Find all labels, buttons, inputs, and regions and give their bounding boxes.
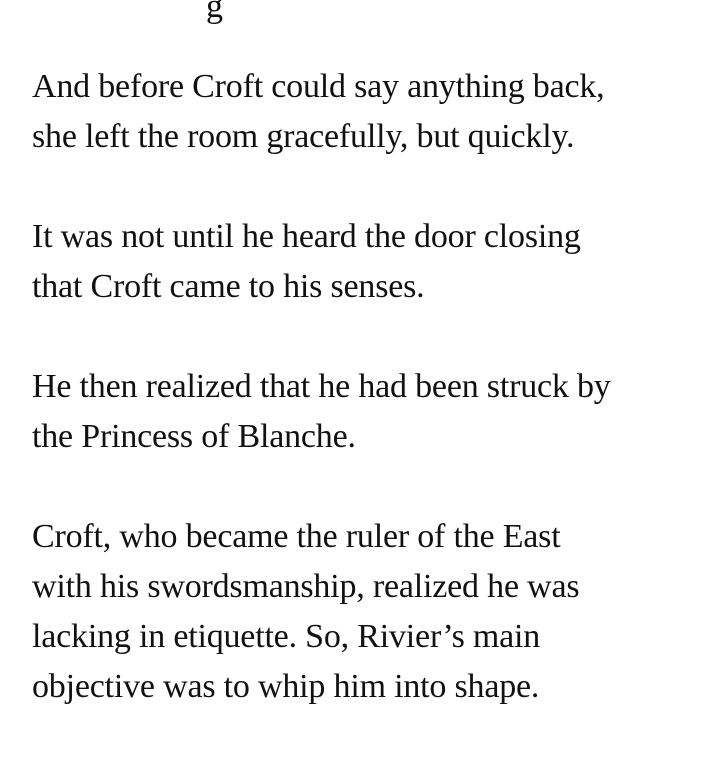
paragraph-line: that Croft came to his senses. bbox=[32, 268, 425, 305]
paragraph-line: lacking in etiquette. So, Rivier’s main bbox=[32, 618, 541, 655]
paragraph-1 bbox=[32, 62, 604, 162]
paragraph-line: And before Croft could say anything back, bbox=[32, 68, 605, 105]
paragraph-line: Croft, who became the ruler of the East bbox=[32, 518, 561, 555]
clipped-glyph: g bbox=[206, 0, 223, 25]
paragraph-4 bbox=[32, 512, 579, 712]
paragraph-3 bbox=[32, 362, 611, 462]
paragraph-line: He then realized that he had been struck by bbox=[32, 368, 611, 405]
paragraph-line: objective was to whip him into shape. bbox=[32, 668, 540, 705]
paragraph-line: she left the room gracefully, but quickly. bbox=[32, 118, 575, 155]
clipped-previous-line bbox=[32, 0, 223, 32]
paragraph-line: It was not until he heard the door closing bbox=[32, 218, 581, 255]
paragraph-line: with his swordsmanship, realized he was bbox=[32, 568, 580, 605]
paragraph-2 bbox=[32, 212, 581, 312]
paragraph-line: the Princess of Blanche. bbox=[32, 418, 356, 455]
